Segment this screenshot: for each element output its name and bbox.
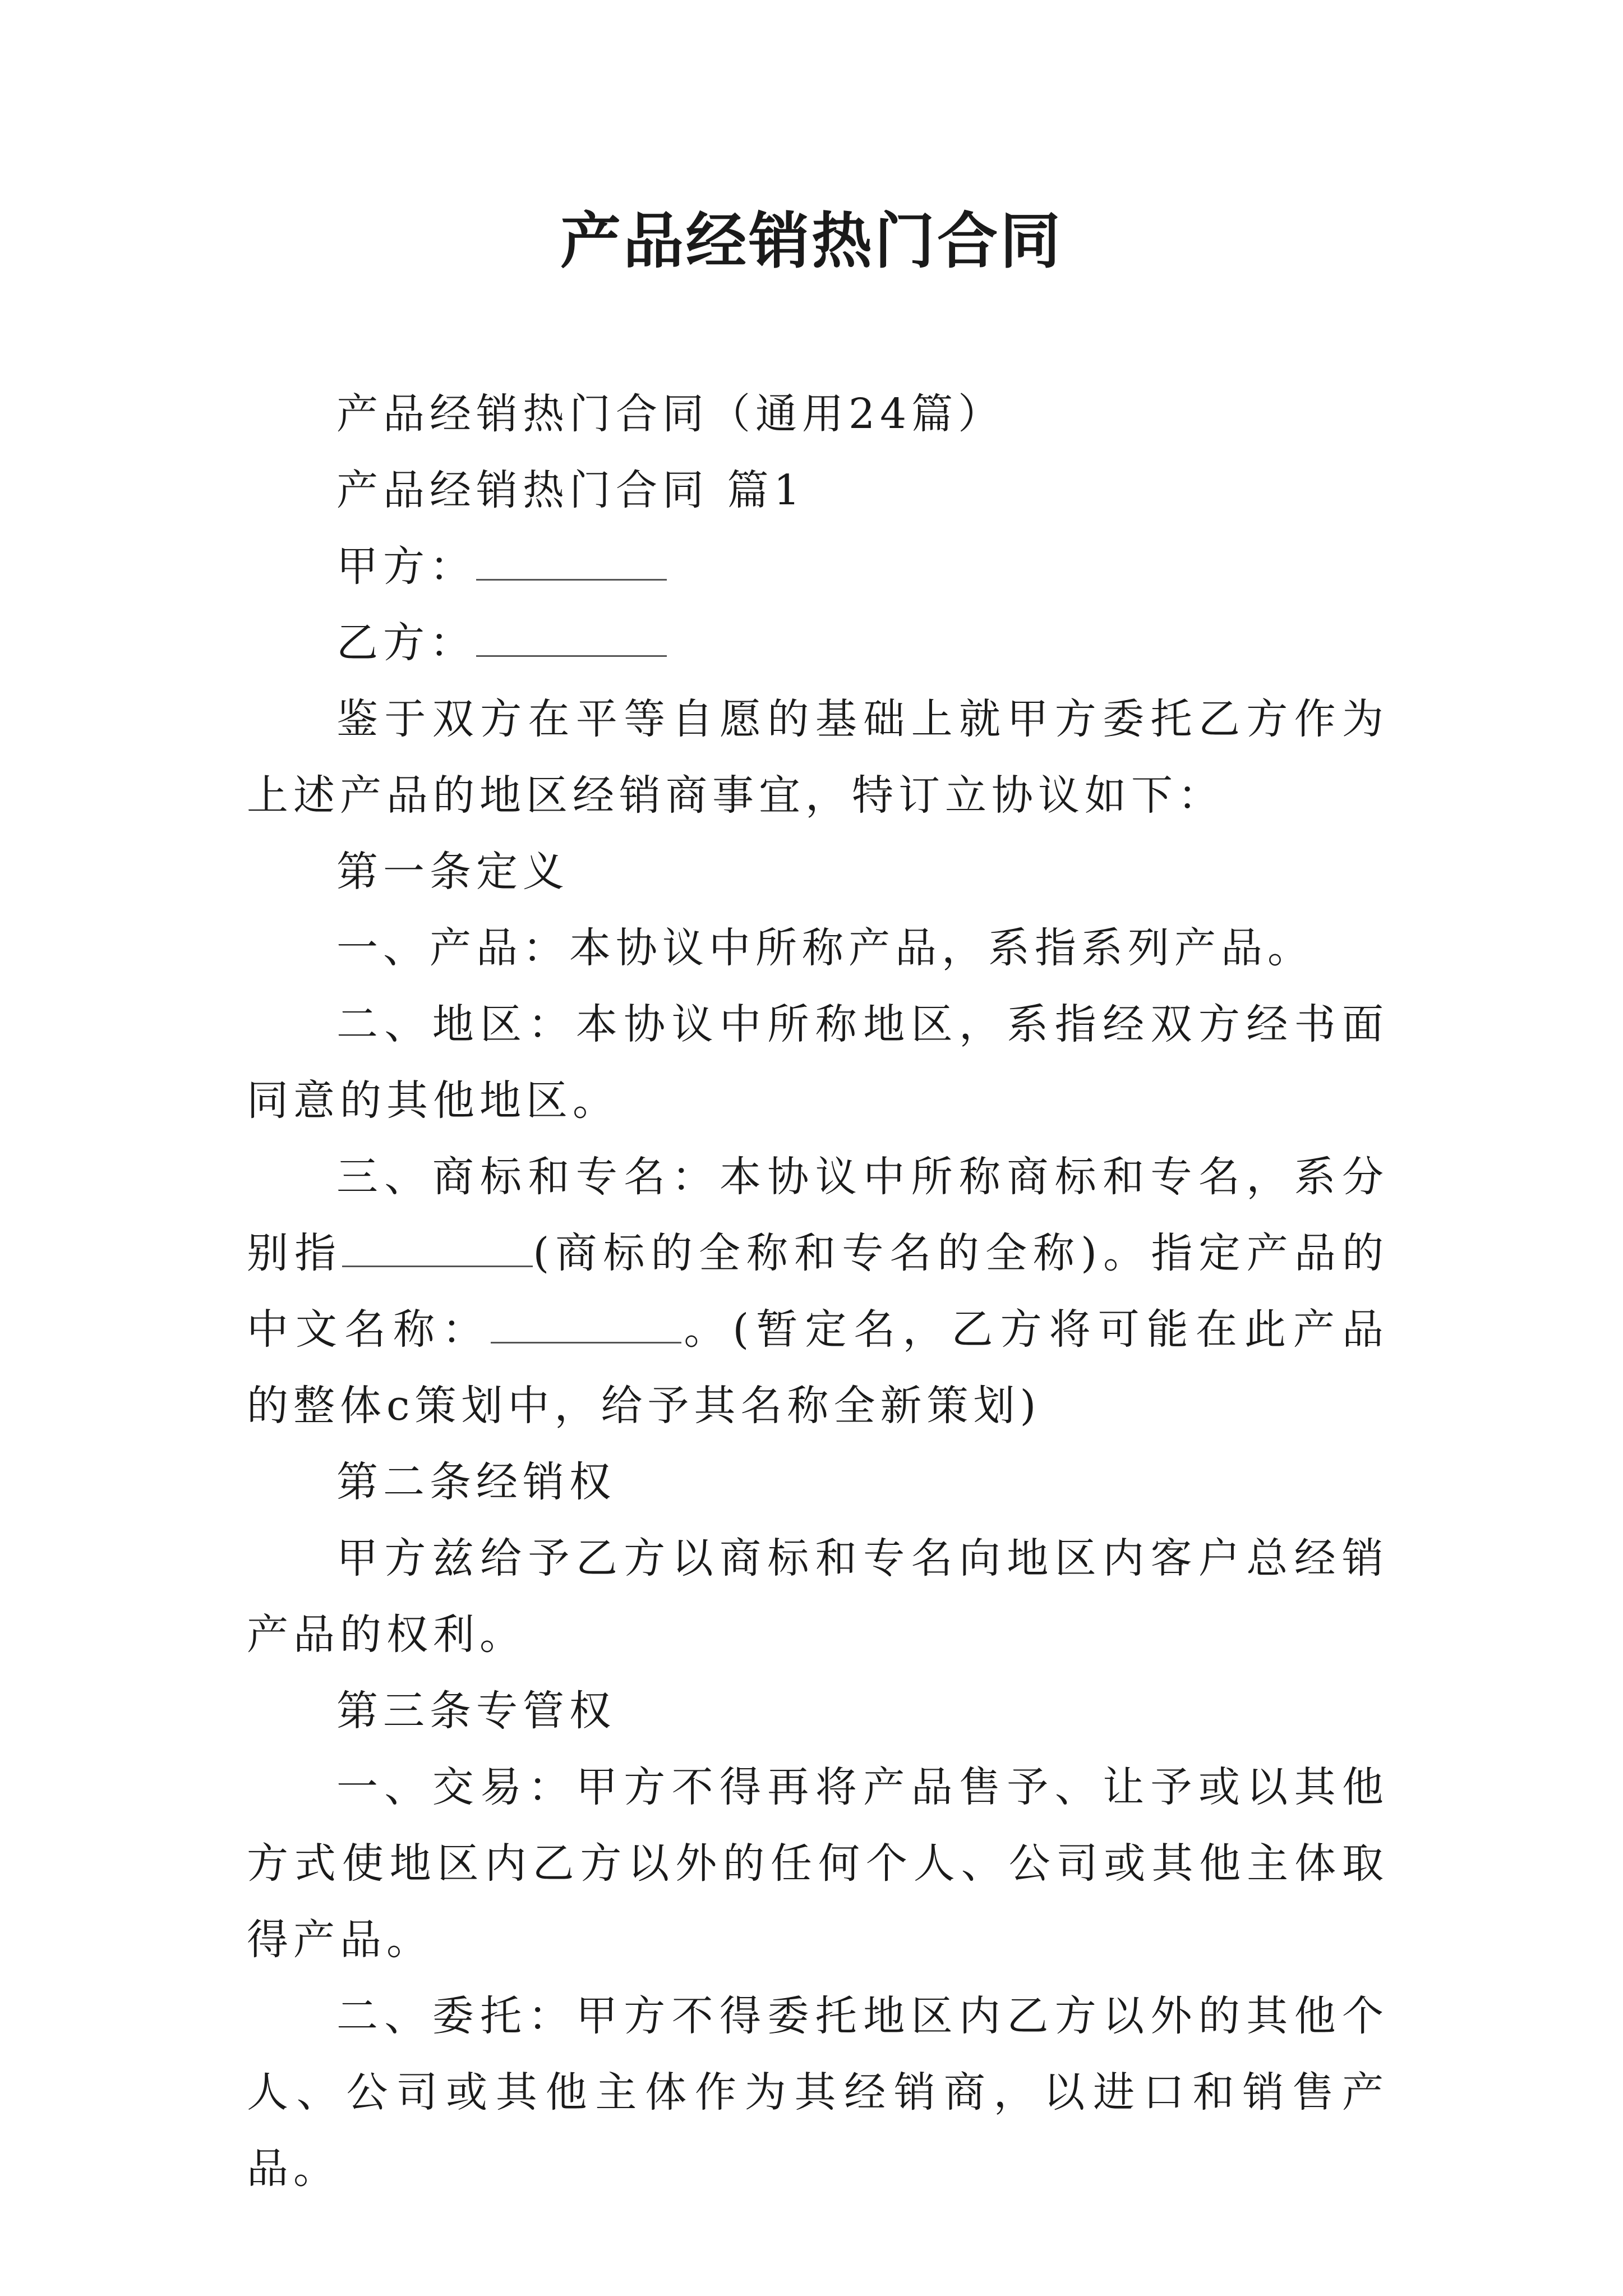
product-name-blank [491,1314,681,1343]
article-3-item-1: 一、交易：甲方不得再将产品售予、让予或以其他方式使地区内乙方以外的任何个人、公司或其他主体取得产品。 [247,1763,1389,1964]
chapter-heading: 产品经销热门合同 篇1 [336,466,805,514]
article-1-item-3-part-b: (商标的全称和专名的全称)。指定产品的中文名称： [247,1229,1389,1354]
party-a-label: 甲方： [336,542,476,591]
article-2-title: 第二条经销权 [336,1458,616,1506]
article-1-item-2: 二、地区：本协议中所称地区，系指经双方经书面同意的其他地区。 [247,1000,1389,1125]
document-body [247,376,1389,2207]
party-b-blank [476,627,667,657]
subtitle: 产品经销热门合同（通用24篇） [336,390,1005,438]
party-b-label: 乙方： [336,619,476,667]
intro-paragraph: 鉴于双方在平等自愿的基础上就甲方委托乙方作为上述产品的地区经销商事宜，特订立协议如下： [247,695,1389,820]
article-1-item-3 [247,1139,1389,1444]
article-1-item-1: 一、产品：本协议中所称产品，系指系列产品。 [336,924,1314,972]
party-a-line [247,528,1389,605]
party-b-line [247,605,1389,681]
trademark-blank [342,1237,533,1267]
article-1-title: 第一条定义 [336,848,569,896]
document-title: 产品经销热门合同 [560,206,1063,277]
article-1-item-3-part-c: 。(暂定名，乙方将可能在此产品的整体c策划中，给予其名称全新策划) [247,1305,1389,1430]
article-3-title: 第三条专管权 [336,1687,616,1735]
article-1-item-3-part-a: 三、商标和专名：本协议中所称商标和专名，系分别指 [247,1153,1389,1277]
article-3-item-2: 二、委托：甲方不得委托地区内乙方以外的其他个人、公司或其他主体作为其经销商，以进口和销售产品。 [247,1992,1389,2193]
party-a-blank [476,551,667,581]
article-2-item-1: 甲方兹给予乙方以商标和专名向地区内客户总经销产品的权利。 [247,1534,1389,1659]
